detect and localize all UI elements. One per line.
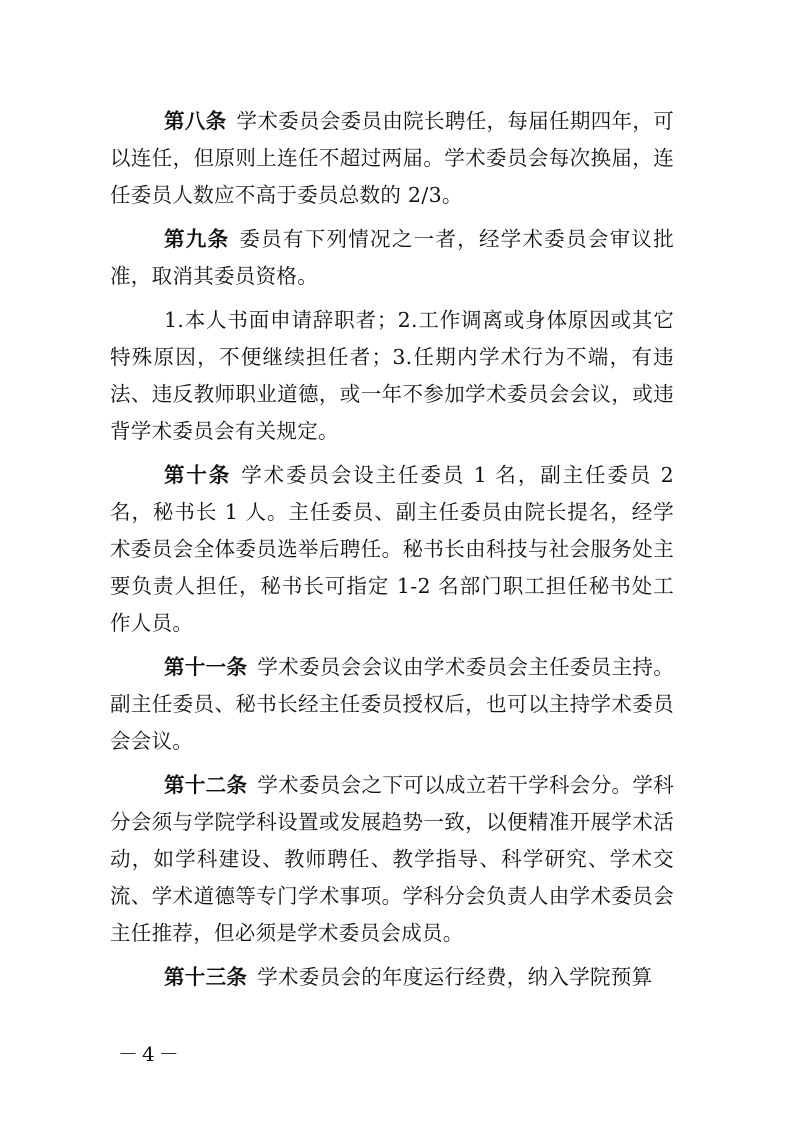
article-12 xyxy=(110,767,674,952)
page-number: －4－ xyxy=(118,1042,183,1066)
article-8 xyxy=(110,103,674,214)
article-text: 委员有下列情况之一者，经学术委员会审议批准，取消其委员资格。 xyxy=(110,227,675,288)
article-heading: 第十二条 xyxy=(164,773,248,797)
article-text: 学术委员会会议由学术委员会主任委员主持。副主任委员、秘书长经主任委员授权后，也可以主持学术委员会会议。 xyxy=(110,655,675,753)
article-text: 学术委员会委员由院长聘任，每届任期四年，可以连任，但原则上连任不超过两届。学术委员会每次换届，连任委员人数应不高于委员总数的 2/3。 xyxy=(110,109,674,207)
article-text: 学术委员会设主任委员 1 名，副主任委员 2 名，秘书长 1 人。主任委员、副主任委员由院长提名，经学术委员会全体委员选举后聘任。秘书长由科技与社会服务处主要负责人担任，秘书长可指定 1-2 名部门职工担任秘书处工作人员。 xyxy=(110,463,675,635)
article-text: 学术委员会的年度运行经费，纳入学院预算 xyxy=(257,965,653,989)
article-9 xyxy=(110,221,674,295)
article-heading: 第十三条 xyxy=(164,965,248,989)
article-9-conditions xyxy=(110,302,674,450)
article-text: 学术委员会之下可以成立若干学科会分。学科分会须与学院学科设置或发展趋势一致，以便精准开展学术活动，如学科建设、教师聘任、教学指导、科学研究、学术交流、学术道德等专门学术事项。学科分会负责人由学术委员会主任推荐，但必须是学术委员会成员。 xyxy=(110,773,675,945)
article-text: 1.本人书面申请辞职者；2.工作调离或身体原因或其它特殊原因，不便继续担任者；3.任期内学术行为不端，有违法、违反教师职业道德，或一年不参加学术委员会会议，或违背学术委员会有关规定。 xyxy=(110,308,674,443)
document-body xyxy=(110,103,674,1003)
article-heading: 第十条 xyxy=(164,463,232,487)
article-10 xyxy=(110,457,674,642)
article-11 xyxy=(110,649,674,760)
article-heading: 第十一条 xyxy=(164,655,248,679)
article-heading: 第九条 xyxy=(164,227,230,251)
article-13 xyxy=(110,959,674,996)
article-heading: 第八条 xyxy=(164,109,227,133)
